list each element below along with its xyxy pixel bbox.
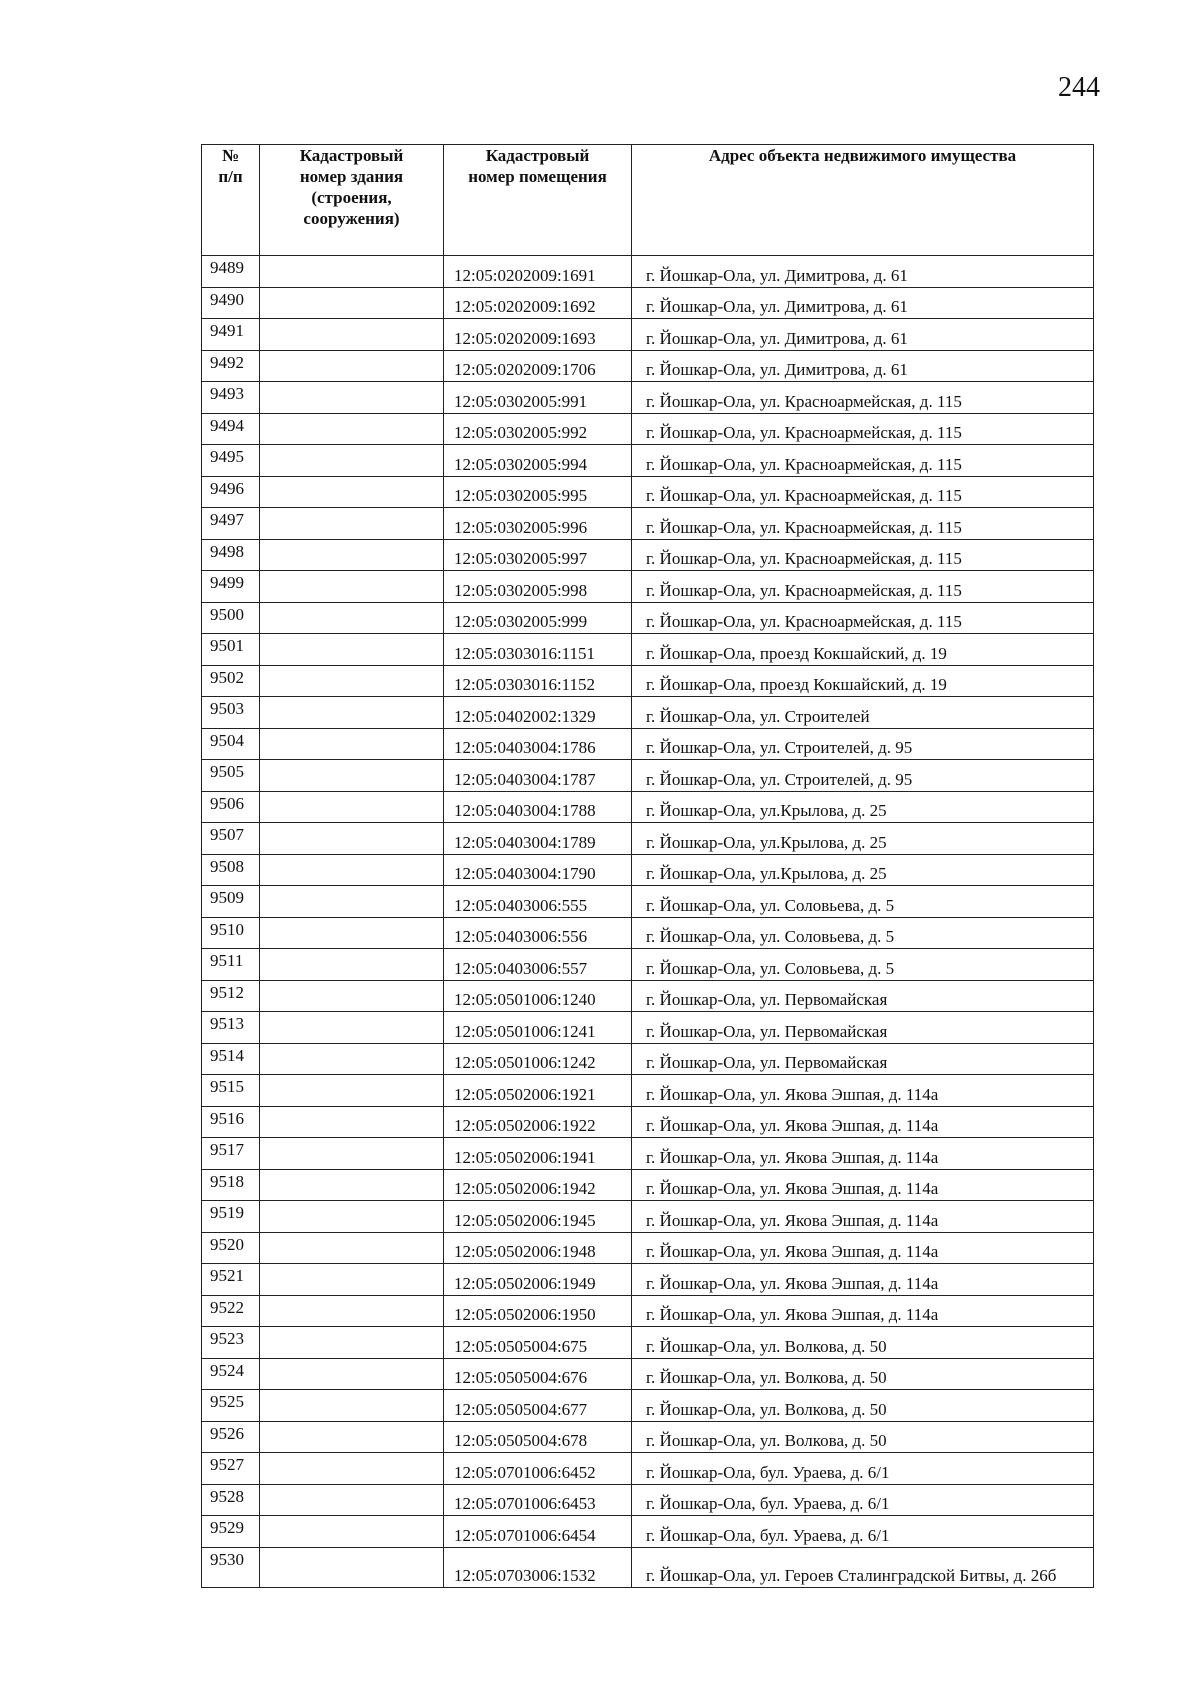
table-row	[202, 571, 1094, 603]
table-row	[202, 1390, 1094, 1422]
row-number-cell: 9490	[202, 287, 260, 319]
table-row	[202, 1138, 1094, 1170]
building-cadastral-cell	[260, 1232, 444, 1264]
table-row	[202, 980, 1094, 1012]
address-cell: г. Йошкар-Ола, ул. Якова Эшпая, д. 114а	[632, 1264, 1094, 1296]
premises-cadastral-cell: 12:05:0703006:1532	[444, 1547, 632, 1587]
row-number-cell: 9494	[202, 413, 260, 445]
table-row	[202, 1358, 1094, 1390]
address-cell: г. Йошкар-Ола, ул. Якова Эшпая, д. 114а	[632, 1138, 1094, 1170]
premises-cadastral-cell: 12:05:0302005:999	[444, 602, 632, 634]
row-number-cell: 9501	[202, 634, 260, 666]
row-number-cell: 9495	[202, 445, 260, 477]
table-row	[202, 1327, 1094, 1359]
building-cadastral-cell	[260, 760, 444, 792]
premises-cadastral-cell: 12:05:0302005:996	[444, 508, 632, 540]
building-cadastral-cell	[260, 602, 444, 634]
header-premises-cadastral: Кадастровый номер помещения	[444, 145, 632, 256]
premises-cadastral-cell: 12:05:0402002:1329	[444, 697, 632, 729]
premises-cadastral-cell: 12:05:0302005:991	[444, 382, 632, 414]
table-row	[202, 1012, 1094, 1044]
address-cell: г. Йошкар-Ола, ул.Крылова, д. 25	[632, 854, 1094, 886]
address-cell: г. Йошкар-Ола, ул. Строителей, д. 95	[632, 760, 1094, 792]
table-header	[202, 145, 1094, 256]
address-cell: г. Йошкар-Ола, бул. Ураева, д. 6/1	[632, 1516, 1094, 1548]
building-cadastral-cell	[260, 1201, 444, 1233]
premises-cadastral-cell: 12:05:0501006:1242	[444, 1043, 632, 1075]
premises-cadastral-cell: 12:05:0302005:994	[444, 445, 632, 477]
row-number-cell: 9520	[202, 1232, 260, 1264]
table-row	[202, 539, 1094, 571]
building-cadastral-cell	[260, 1327, 444, 1359]
premises-cadastral-cell: 12:05:0502006:1945	[444, 1201, 632, 1233]
premises-cadastral-cell: 12:05:0403004:1790	[444, 854, 632, 886]
address-cell: г. Йошкар-Ола, ул. Соловьева, д. 5	[632, 949, 1094, 981]
row-number-cell: 9511	[202, 949, 260, 981]
premises-cadastral-cell: 12:05:0502006:1949	[444, 1264, 632, 1296]
premises-cadastral-cell: 12:05:0202009:1692	[444, 287, 632, 319]
address-cell: г. Йошкар-Ола, ул. Красноармейская, д. 115	[632, 602, 1094, 634]
premises-cadastral-cell: 12:05:0403006:557	[444, 949, 632, 981]
row-number-cell: 9510	[202, 917, 260, 949]
address-cell: г. Йошкар-Ола, ул. Красноармейская, д. 115	[632, 382, 1094, 414]
building-cadastral-cell	[260, 382, 444, 414]
premises-cadastral-cell: 12:05:0502006:1921	[444, 1075, 632, 1107]
address-cell: г. Йошкар-Ола, ул. Димитрова, д. 61	[632, 287, 1094, 319]
row-number-cell: 9517	[202, 1138, 260, 1170]
row-number-cell: 9529	[202, 1516, 260, 1548]
building-cadastral-cell	[260, 1138, 444, 1170]
row-number-cell: 9530	[202, 1547, 260, 1587]
building-cadastral-cell	[260, 1421, 444, 1453]
building-cadastral-cell	[260, 571, 444, 603]
row-number-cell: 9499	[202, 571, 260, 603]
table-row	[202, 823, 1094, 855]
building-cadastral-cell	[260, 949, 444, 981]
table-row	[202, 1106, 1094, 1138]
address-cell: г. Йошкар-Ола, ул.Крылова, д. 25	[632, 791, 1094, 823]
address-cell: г. Йошкар-Ола, ул. Красноармейская, д. 115	[632, 539, 1094, 571]
building-cadastral-cell	[260, 1043, 444, 1075]
table-row	[202, 382, 1094, 414]
address-cell: г. Йошкар-Ола, ул. Димитрова, д. 61	[632, 350, 1094, 382]
table-row	[202, 854, 1094, 886]
building-cadastral-cell	[260, 665, 444, 697]
table-row	[202, 634, 1094, 666]
premises-cadastral-cell: 12:05:0302005:997	[444, 539, 632, 571]
building-cadastral-cell	[260, 1169, 444, 1201]
building-cadastral-cell	[260, 1390, 444, 1422]
building-cadastral-cell	[260, 1075, 444, 1107]
building-cadastral-cell	[260, 1012, 444, 1044]
address-cell: г. Йошкар-Ола, ул. Якова Эшпая, д. 114а	[632, 1201, 1094, 1233]
address-cell: г. Йошкар-Ола, ул. Красноармейская, д. 115	[632, 508, 1094, 540]
address-cell: г. Йошкар-Ола, ул. Якова Эшпая, д. 114а	[632, 1106, 1094, 1138]
address-cell: г. Йошкар-Ола, бул. Ураева, д. 6/1	[632, 1453, 1094, 1485]
table-row	[202, 728, 1094, 760]
premises-cadastral-cell: 12:05:0302005:995	[444, 476, 632, 508]
building-cadastral-cell	[260, 791, 444, 823]
building-cadastral-cell	[260, 634, 444, 666]
premises-cadastral-cell: 12:05:0505004:676	[444, 1358, 632, 1390]
row-number-cell: 9496	[202, 476, 260, 508]
row-number-cell: 9518	[202, 1169, 260, 1201]
building-cadastral-cell	[260, 413, 444, 445]
premises-cadastral-cell: 12:05:0502006:1948	[444, 1232, 632, 1264]
table-row	[202, 287, 1094, 319]
row-number-cell: 9512	[202, 980, 260, 1012]
row-number-cell: 9491	[202, 319, 260, 351]
building-cadastral-cell	[260, 1295, 444, 1327]
address-cell: г. Йошкар-Ола, ул. Якова Эшпая, д. 114а	[632, 1295, 1094, 1327]
premises-cadastral-cell: 12:05:0501006:1240	[444, 980, 632, 1012]
building-cadastral-cell	[260, 256, 444, 288]
table-row	[202, 697, 1094, 729]
row-number-cell: 9506	[202, 791, 260, 823]
property-registry-table	[201, 144, 1094, 1588]
building-cadastral-cell	[260, 980, 444, 1012]
address-cell: г. Йошкар-Ола, ул.Крылова, д. 25	[632, 823, 1094, 855]
row-number-cell: 9514	[202, 1043, 260, 1075]
table-row	[202, 1453, 1094, 1485]
premises-cadastral-cell: 12:05:0505004:675	[444, 1327, 632, 1359]
table-row	[202, 1201, 1094, 1233]
row-number-cell: 9493	[202, 382, 260, 414]
header-address: Адрес объекта недвижимого имущества	[632, 145, 1094, 256]
row-number-cell: 9507	[202, 823, 260, 855]
address-cell: г. Йошкар-Ола, ул. Строителей	[632, 697, 1094, 729]
table-row	[202, 1043, 1094, 1075]
header-row	[202, 145, 1094, 256]
address-cell: г. Йошкар-Ола, ул. Красноармейская, д. 115	[632, 413, 1094, 445]
table-row	[202, 445, 1094, 477]
table-row	[202, 319, 1094, 351]
table-row	[202, 1169, 1094, 1201]
address-cell: г. Йошкар-Ола, проезд Кокшайский, д. 19	[632, 665, 1094, 697]
building-cadastral-cell	[260, 508, 444, 540]
row-number-cell: 9515	[202, 1075, 260, 1107]
row-number-cell: 9504	[202, 728, 260, 760]
table-row	[202, 886, 1094, 918]
row-number-cell: 9522	[202, 1295, 260, 1327]
premises-cadastral-cell: 12:05:0403004:1788	[444, 791, 632, 823]
premises-cadastral-cell: 12:05:0502006:1941	[444, 1138, 632, 1170]
premises-cadastral-cell: 12:05:0403004:1789	[444, 823, 632, 855]
premises-cadastral-cell: 12:05:0303016:1152	[444, 665, 632, 697]
premises-cadastral-cell: 12:05:0403006:556	[444, 917, 632, 949]
building-cadastral-cell	[260, 1516, 444, 1548]
address-cell: г. Йошкар-Ола, ул. Соловьева, д. 5	[632, 886, 1094, 918]
row-number-cell: 9502	[202, 665, 260, 697]
page-number: 244	[1058, 72, 1100, 103]
row-number-cell: 9498	[202, 539, 260, 571]
table-row	[202, 1075, 1094, 1107]
table-row	[202, 413, 1094, 445]
row-number-cell: 9500	[202, 602, 260, 634]
premises-cadastral-cell: 12:05:0701006:6454	[444, 1516, 632, 1548]
row-number-cell: 9497	[202, 508, 260, 540]
address-cell: г. Йошкар-Ола, ул. Первомайская	[632, 980, 1094, 1012]
row-number-cell: 9519	[202, 1201, 260, 1233]
premises-cadastral-cell: 12:05:0502006:1942	[444, 1169, 632, 1201]
row-number-cell: 9505	[202, 760, 260, 792]
table-row	[202, 508, 1094, 540]
row-number-cell: 9516	[202, 1106, 260, 1138]
table-row	[202, 1484, 1094, 1516]
address-cell: г. Йошкар-Ола, ул. Первомайская	[632, 1012, 1094, 1044]
building-cadastral-cell	[260, 1484, 444, 1516]
premises-cadastral-cell: 12:05:0303016:1151	[444, 634, 632, 666]
premises-cadastral-cell: 12:05:0302005:992	[444, 413, 632, 445]
address-cell: г. Йошкар-Ола, ул. Соловьева, д. 5	[632, 917, 1094, 949]
premises-cadastral-cell: 12:05:0202009:1706	[444, 350, 632, 382]
row-number-cell: 9521	[202, 1264, 260, 1296]
premises-cadastral-cell: 12:05:0403004:1787	[444, 760, 632, 792]
table-row	[202, 917, 1094, 949]
table-row	[202, 1264, 1094, 1296]
row-number-cell: 9527	[202, 1453, 260, 1485]
table-row	[202, 1547, 1094, 1587]
building-cadastral-cell	[260, 1453, 444, 1485]
row-number-cell: 9509	[202, 886, 260, 918]
building-cadastral-cell	[260, 886, 444, 918]
row-number-cell: 9526	[202, 1421, 260, 1453]
table-row	[202, 665, 1094, 697]
building-cadastral-cell	[260, 728, 444, 760]
address-cell: г. Йошкар-Ола, проезд Кокшайский, д. 19	[632, 634, 1094, 666]
table-row	[202, 1295, 1094, 1327]
building-cadastral-cell	[260, 1358, 444, 1390]
address-cell: г. Йошкар-Ола, ул. Волкова, д. 50	[632, 1327, 1094, 1359]
address-cell: г. Йошкар-Ола, ул. Первомайская	[632, 1043, 1094, 1075]
address-cell: г. Йошкар-Ола, ул. Красноармейская, д. 115	[632, 476, 1094, 508]
table-row	[202, 1516, 1094, 1548]
table-body	[202, 256, 1094, 1588]
table-row	[202, 760, 1094, 792]
address-cell: г. Йошкар-Ола, ул. Волкова, д. 50	[632, 1358, 1094, 1390]
address-cell: г. Йошкар-Ола, ул. Волкова, д. 50	[632, 1390, 1094, 1422]
premises-cadastral-cell: 12:05:0202009:1693	[444, 319, 632, 351]
building-cadastral-cell	[260, 1264, 444, 1296]
table-row	[202, 1232, 1094, 1264]
header-building-cadastral: Кадастровый номер здания (строения, сооружения)	[260, 145, 444, 256]
premises-cadastral-cell: 12:05:0505004:677	[444, 1390, 632, 1422]
row-number-cell: 9508	[202, 854, 260, 886]
premises-cadastral-cell: 12:05:0502006:1950	[444, 1295, 632, 1327]
row-number-cell: 9528	[202, 1484, 260, 1516]
premises-cadastral-cell: 12:05:0701006:6452	[444, 1453, 632, 1485]
premises-cadastral-cell: 12:05:0202009:1691	[444, 256, 632, 288]
building-cadastral-cell	[260, 350, 444, 382]
table-row	[202, 256, 1094, 288]
address-cell: г. Йошкар-Ола, ул. Волкова, д. 50	[632, 1421, 1094, 1453]
row-number-cell: 9524	[202, 1358, 260, 1390]
row-number-cell: 9513	[202, 1012, 260, 1044]
building-cadastral-cell	[260, 319, 444, 351]
address-cell: г. Йошкар-Ола, ул. Якова Эшпая, д. 114а	[632, 1232, 1094, 1264]
premises-cadastral-cell: 12:05:0302005:998	[444, 571, 632, 603]
premises-cadastral-cell: 12:05:0501006:1241	[444, 1012, 632, 1044]
table-row	[202, 1421, 1094, 1453]
address-cell: г. Йошкар-Ола, ул. Якова Эшпая, д. 114а	[632, 1075, 1094, 1107]
header-num: № п/п	[202, 145, 260, 256]
address-cell: г. Йошкар-Ола, ул. Якова Эшпая, д. 114а	[632, 1169, 1094, 1201]
table-row	[202, 476, 1094, 508]
premises-cadastral-cell: 12:05:0505004:678	[444, 1421, 632, 1453]
row-number-cell: 9503	[202, 697, 260, 729]
address-cell: г. Йошкар-Ола, ул. Красноармейская, д. 115	[632, 571, 1094, 603]
premises-cadastral-cell: 12:05:0701006:6453	[444, 1484, 632, 1516]
address-cell: г. Йошкар-Ола, ул. Димитрова, д. 61	[632, 319, 1094, 351]
address-cell: г. Йошкар-Ола, ул. Красноармейская, д. 115	[632, 445, 1094, 477]
table-row	[202, 350, 1094, 382]
building-cadastral-cell	[260, 854, 444, 886]
premises-cadastral-cell: 12:05:0403004:1786	[444, 728, 632, 760]
address-cell: г. Йошкар-Ола, бул. Ураева, д. 6/1	[632, 1484, 1094, 1516]
premises-cadastral-cell: 12:05:0502006:1922	[444, 1106, 632, 1138]
building-cadastral-cell	[260, 1106, 444, 1138]
building-cadastral-cell	[260, 823, 444, 855]
address-cell: г. Йошкар-Ола, ул. Димитрова, д. 61	[632, 256, 1094, 288]
row-number-cell: 9489	[202, 256, 260, 288]
address-cell: г. Йошкар-Ола, ул. Героев Сталинградской Битвы, д. 26б	[632, 1547, 1094, 1587]
table-row	[202, 949, 1094, 981]
premises-cadastral-cell: 12:05:0403006:555	[444, 886, 632, 918]
table-row	[202, 791, 1094, 823]
building-cadastral-cell	[260, 445, 444, 477]
row-number-cell: 9525	[202, 1390, 260, 1422]
row-number-cell: 9523	[202, 1327, 260, 1359]
building-cadastral-cell	[260, 917, 444, 949]
building-cadastral-cell	[260, 697, 444, 729]
row-number-cell: 9492	[202, 350, 260, 382]
building-cadastral-cell	[260, 539, 444, 571]
table-row	[202, 602, 1094, 634]
building-cadastral-cell	[260, 476, 444, 508]
building-cadastral-cell	[260, 1547, 444, 1587]
building-cadastral-cell	[260, 287, 444, 319]
address-cell: г. Йошкар-Ола, ул. Строителей, д. 95	[632, 728, 1094, 760]
